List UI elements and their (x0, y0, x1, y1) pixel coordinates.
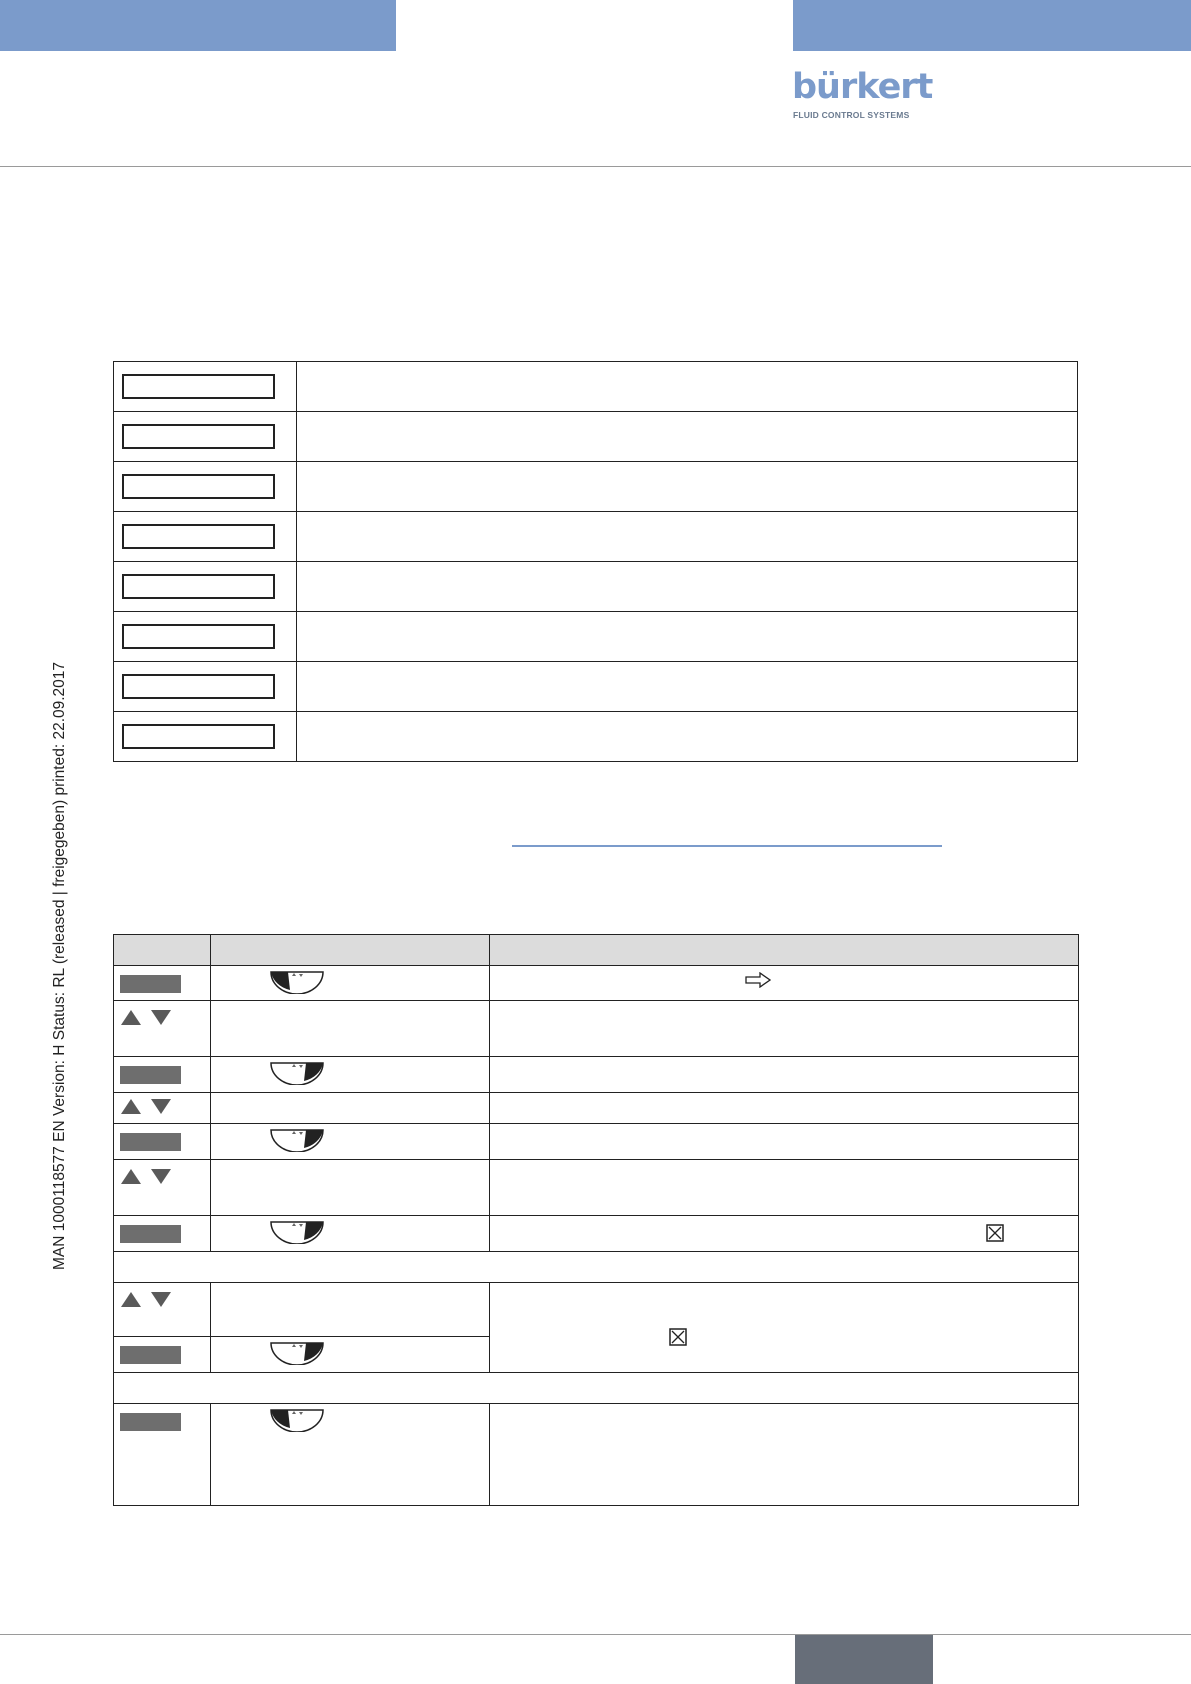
page-number-tab (795, 1635, 933, 1684)
keypad-right-active-icon (270, 1128, 324, 1152)
keypad-right-active-icon (270, 1220, 324, 1244)
hyperlink-underline[interactable] (512, 845, 942, 847)
lcd-display-box (122, 574, 275, 599)
table-row (114, 1124, 1079, 1160)
keypad-left-active-icon (270, 1408, 324, 1432)
header-bar-left (0, 0, 396, 51)
checkbox-checked-icon (986, 1224, 1004, 1242)
table-row (114, 562, 1078, 612)
table-row (114, 662, 1078, 712)
table-row (114, 1057, 1079, 1093)
table-row (114, 1216, 1079, 1252)
display-key-indicator (120, 1413, 181, 1431)
table-row (114, 612, 1078, 662)
keypad-left-active-icon (270, 970, 324, 994)
arrow-down-icon (151, 1010, 171, 1025)
arrow-up-icon (121, 1010, 141, 1025)
table-row (114, 1373, 1079, 1404)
header-cell-key (211, 935, 490, 966)
display-key-indicator (120, 975, 181, 993)
header-cell-display (114, 935, 211, 966)
lcd-display-box (122, 424, 275, 449)
document-metadata: MAN 1000118577 EN Version: H Status: RL (released | freigegeben) printed: 22.09.2017 (51, 661, 68, 1270)
table-row (114, 712, 1078, 762)
header-divider (0, 166, 1191, 167)
display-table (113, 361, 1078, 762)
table-row (114, 1160, 1079, 1216)
lcd-display-box (122, 474, 275, 499)
table-row (114, 362, 1078, 412)
display-key-indicator (120, 1225, 181, 1243)
table-row (114, 1093, 1079, 1124)
keypad-right-active-icon (270, 1061, 324, 1085)
header-bar-right (793, 0, 1191, 51)
lcd-display-box (122, 524, 275, 549)
lcd-display-box (122, 674, 275, 699)
table-row (114, 1283, 1079, 1337)
table-row (114, 1404, 1079, 1506)
arrow-down-icon (151, 1099, 171, 1114)
arrow-up-icon (121, 1292, 141, 1307)
arrow-down-icon (151, 1292, 171, 1307)
table-row (114, 1252, 1079, 1283)
table-header-row (114, 935, 1079, 966)
lcd-display-box (122, 624, 275, 649)
table-row (114, 512, 1078, 562)
table-row (114, 462, 1078, 512)
display-key-indicator (120, 1066, 181, 1084)
lcd-display-box (122, 724, 275, 749)
table-row (114, 966, 1079, 1001)
burkert-logo (792, 67, 933, 121)
display-key-indicator (120, 1133, 181, 1151)
logo-tagline: FLUID CONTROL SYSTEMS (793, 110, 910, 120)
table-row (114, 412, 1078, 462)
lcd-display-box (122, 374, 275, 399)
checkbox-checked-icon (669, 1328, 687, 1346)
logo-wordmark: bürkert (792, 67, 933, 107)
arrow-up-icon (121, 1169, 141, 1184)
procedure-table (113, 934, 1079, 1506)
footer-divider (0, 1634, 1191, 1635)
table-row (114, 1001, 1079, 1057)
arrow-up-icon (121, 1099, 141, 1114)
keypad-right-active-icon (270, 1341, 324, 1365)
right-arrow-icon (745, 972, 771, 988)
arrow-down-icon (151, 1169, 171, 1184)
display-key-indicator (120, 1346, 181, 1364)
header-cell-action (490, 935, 1079, 966)
